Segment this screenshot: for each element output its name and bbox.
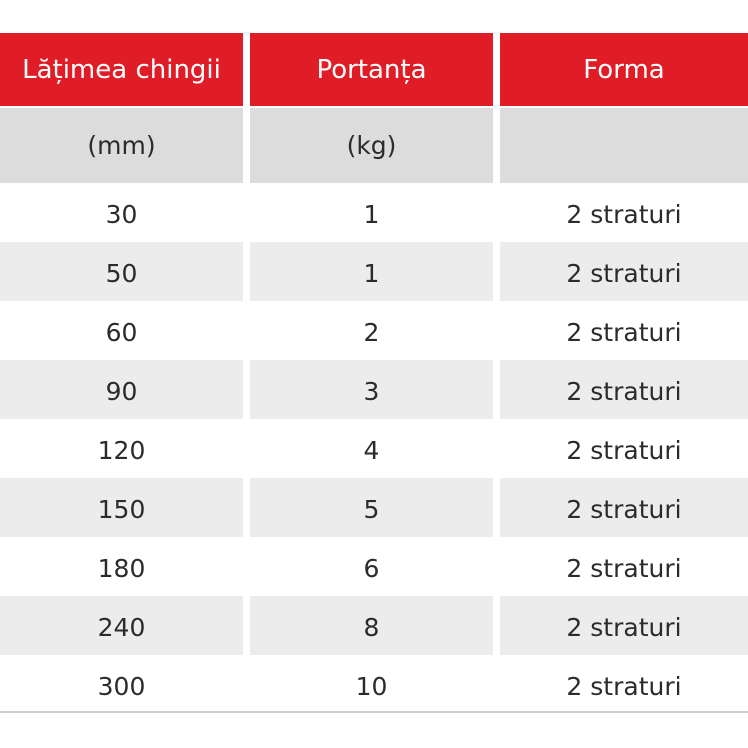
cell-capacity: 1 <box>250 242 493 301</box>
cell-capacity: 8 <box>250 596 493 655</box>
unit-width: (mm) <box>0 108 243 183</box>
cell-capacity: 5 <box>250 478 493 537</box>
table-row <box>0 242 748 301</box>
spec-table <box>0 33 748 714</box>
cell-capacity: 4 <box>363 436 380 465</box>
cell-width: 30 <box>105 200 138 229</box>
unit-row <box>0 108 748 183</box>
cell-width: 120 <box>97 436 146 465</box>
cell-width: 240 <box>0 596 243 655</box>
cell-form: 2 straturi <box>566 672 682 701</box>
cell-form: 2 straturi <box>566 200 682 229</box>
cell-capacity: 6 <box>363 554 380 583</box>
header-row <box>0 33 748 106</box>
cell-form: 2 straturi <box>500 360 748 419</box>
cell-capacity: 3 <box>250 360 493 419</box>
table-row <box>0 301 748 360</box>
unit-form <box>500 108 748 183</box>
cell-width: 50 <box>0 242 243 301</box>
header-width: Lățimea chingii <box>0 33 243 106</box>
cell-width: 150 <box>0 478 243 537</box>
table-row <box>0 360 748 419</box>
table-row <box>0 596 748 655</box>
cell-form: 2 straturi <box>566 436 682 465</box>
cell-width: 180 <box>97 554 146 583</box>
cell-width: 90 <box>0 360 243 419</box>
unit-capacity: (kg) <box>250 108 493 183</box>
cell-capacity: 1 <box>363 200 380 229</box>
cell-form: 2 straturi <box>500 242 748 301</box>
cell-form: 2 straturi <box>500 478 748 537</box>
cell-form: 2 straturi <box>566 554 682 583</box>
table-row <box>0 478 748 537</box>
cell-capacity: 10 <box>355 672 388 701</box>
table-row <box>0 655 748 714</box>
cell-form: 2 straturi <box>500 596 748 655</box>
cell-capacity: 2 <box>363 318 380 347</box>
table-row <box>0 419 748 478</box>
cell-form: 2 straturi <box>566 318 682 347</box>
cell-width: 60 <box>105 318 138 347</box>
cell-width: 300 <box>97 672 146 701</box>
header-capacity: Portanța <box>250 33 493 106</box>
table-row <box>0 537 748 596</box>
table-bottom-divider <box>0 711 748 713</box>
header-form: Forma <box>500 33 748 106</box>
table-row <box>0 183 748 242</box>
